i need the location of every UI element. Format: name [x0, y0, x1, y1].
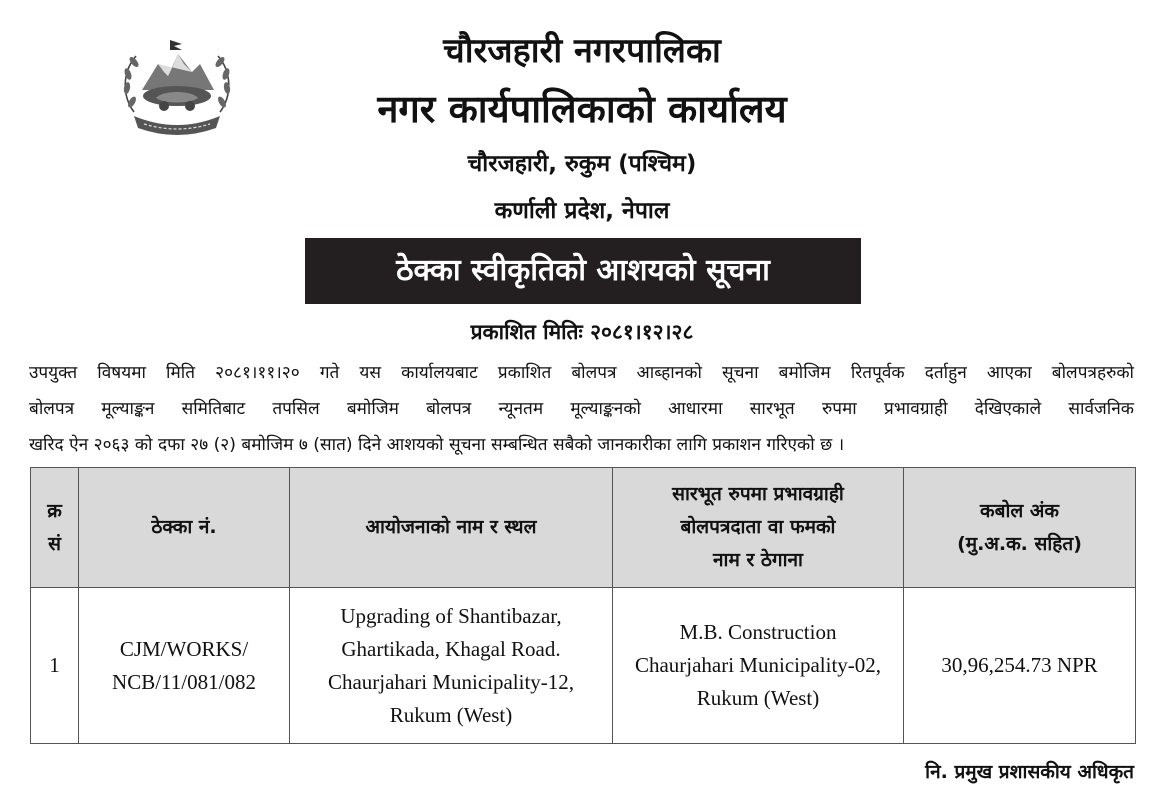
- province-line: कर्णाली प्रदेश, नेपाल: [494, 198, 670, 224]
- cell-text: Ghartikada, Khagal Road.: [341, 636, 561, 661]
- header-text: सं: [48, 532, 61, 555]
- header-project-name: [290, 468, 613, 588]
- contract-table: [30, 467, 1136, 744]
- cell-text: Chaurjahari Municipality-12,: [327, 669, 575, 694]
- header-text: कबोल अंक: [980, 499, 1059, 522]
- header-contract-number: [79, 468, 290, 588]
- cell-contract-number: [79, 588, 290, 744]
- header-serial-number: [31, 468, 79, 588]
- cell-bid-amount: 30,96,254.73 NPR: [904, 588, 1136, 744]
- table-header-row: [31, 468, 1136, 588]
- header-text: ठेक्का नं.: [151, 516, 217, 538]
- header-text: सारभूत रुपमा प्रभावग्राही: [672, 483, 844, 505]
- notice-body: [29, 355, 1134, 463]
- header-text: आयोजनाको नाम र स्थल: [365, 516, 537, 538]
- notice-title-banner: ठेक्का स्वीकृतिको आशयको सूचना: [305, 238, 861, 304]
- cell-text: Rukum (West): [696, 686, 820, 710]
- cell-text: Rukum (West): [389, 702, 513, 727]
- header-text: क्र: [47, 499, 62, 522]
- notice-body-line: खरिद ऐन २०६३ को दफा २७ (२) बमोजिम ७ (सात) दिने आशयको सूचना सम्बन्धित सबैको जानकारीका लागि प्रकाशन गरिएको छ ।: [29, 435, 845, 455]
- cell-text: NCB/11/081/082: [112, 669, 256, 694]
- header-text: बोलपत्रदाता वा फमको: [680, 516, 836, 538]
- cell-text: CJM/WORKS/: [119, 636, 249, 661]
- cell-text: Chaurjahari Municipality-02,: [634, 653, 882, 677]
- notice-body-line: बोलपत्र मूल्याङ्कन समितिबाट तपसिल बमोजिम बोलपत्र न्यूनतम मूल्याङ्कनको आधारमा सारभूत रुपमा प्रभावग्राही देखिएकाले सार्वजनिक: [29, 399, 1134, 419]
- notice-body-line: उपयुक्त विषयमा मिति २०८१।११।२० गते यस कार्यालयबाट प्रकाशित बोलपत्र आब्हानको सूचना बमोजिम रितपूर्वक दर्ताहुन आएका बोलपत्रहरुको: [29, 363, 1134, 383]
- address-line: चौरजहारी, रुकुम (पश्चिम): [467, 151, 697, 177]
- cell-serial-number: 1: [31, 588, 79, 744]
- office-name: नगर कार्यपालिकाको कार्यालय: [377, 87, 787, 131]
- header-text: नाम र ठेगाना: [713, 549, 803, 571]
- published-date: प्रकाशित मितिः २०८१।१२।२८: [470, 320, 694, 344]
- header-bidder: [613, 468, 904, 588]
- municipality-name: चौरजहारी नगरपालिका: [443, 31, 721, 71]
- header-bid-amount: [904, 468, 1136, 588]
- cell-text: Upgrading of Shantibazar,: [340, 603, 562, 628]
- cell-bidder: [613, 588, 904, 744]
- signatory-title: नि. प्रमुख प्रशासकीय अधिकृत: [925, 761, 1134, 783]
- cell-project-name: [290, 588, 613, 744]
- header-text: (मु.अ.क. सहित): [957, 532, 1082, 555]
- cell-text: M.B. Construction: [679, 620, 837, 644]
- table-row: [31, 588, 1136, 744]
